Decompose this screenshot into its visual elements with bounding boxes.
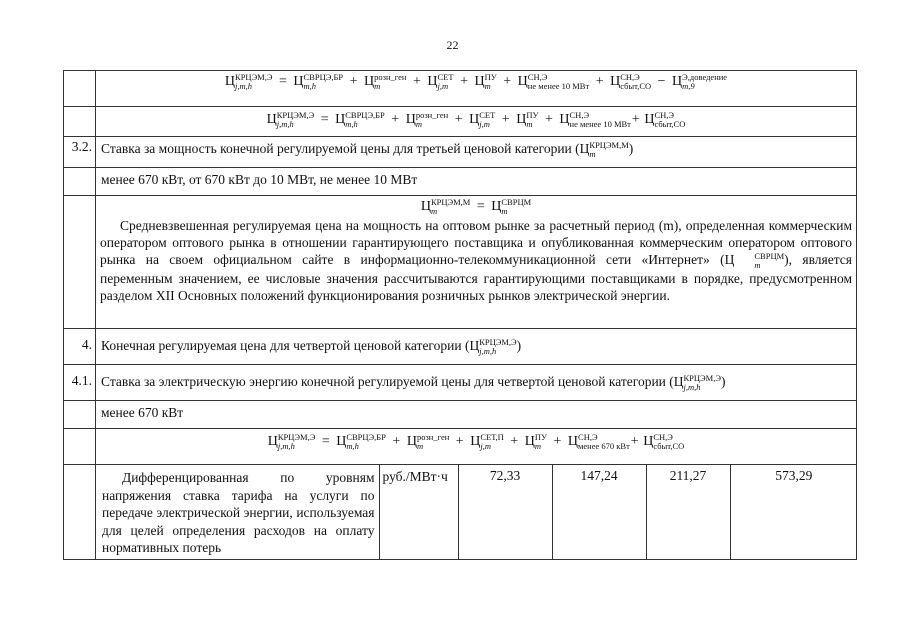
tariff-value-2: 147,24 bbox=[552, 465, 646, 559]
section-title: Ставка за мощность конечной регулируемой цены для третьей ценовой категории (Ц КРЦЭМ,М m ) bbox=[96, 137, 857, 168]
section-number: 4. bbox=[64, 329, 96, 365]
formula-full: Ц КРЦЭМ,Э j,m,h = Ц СВРЦЭ,БР m,h + Ц розн_ген m + Ц СЕТ j,m + Ц ПУ m + Ц СН,Э не менее 10 МВт + Ц СН,Э сбыт,СО − Ц Э,доведение m,9 bbox=[96, 71, 857, 107]
tariff-value-4: 573,29 bbox=[775, 468, 813, 483]
section-3-2-row bbox=[64, 137, 857, 168]
formula-row-4-1 bbox=[64, 429, 857, 465]
section-number: 3.2. bbox=[64, 137, 96, 168]
voltage-range: менее 670 кВт bbox=[96, 401, 857, 429]
section-3-2-body bbox=[96, 196, 857, 329]
capacity-formula: Ц КРЦЭМ,М m = Ц СВРЦМ m bbox=[420, 197, 532, 216]
capacity-description: Средневзвешенная регулируемая цена на мощность на оптовом рынке за расчетный период (m), определенная коммерческим оператором оптового рынка в отношении гарантирующего поставщика и опубликованная коммерческим оператором оптового рынка на своем официальном сайте в информационно-телекоммуникационной сети «Интернет» (Ц СВРЦМ m ), является переменным значением, ее числовые значения рассчитываются гарантирующими поставщиками в порядке, предусмотренном разделом XII Основных положений функционирования розничных рынков электрической энергии. bbox=[100, 218, 852, 303]
section-3-2-body-row bbox=[64, 196, 857, 329]
tariff-document-table bbox=[63, 70, 857, 560]
formula-short: Ц КРЦЭМ,Э j,m,h = Ц СВРЦЭ,БР m,h + Ц розн_ген m + Ц СЕТ j,m + Ц ПУ m + Ц СН,Э не менее 10 МВт + Ц СН,Э сбыт,СО bbox=[96, 107, 857, 137]
formula-row-full bbox=[64, 71, 857, 107]
voltage-range: менее 670 кВт, от 670 кВт до 10 МВт, не менее 10 МВт bbox=[96, 168, 857, 196]
section-title: Ставка за электрическую энергию конечной регулируемой цены для четвертой ценовой категории (Ц КРЦЭМ,Э j,m,h ) bbox=[96, 365, 857, 401]
section-3-2-range-row bbox=[64, 168, 857, 196]
tariff-unit: руб./МВт·ч bbox=[379, 465, 458, 559]
section-4-row bbox=[64, 329, 857, 365]
page-number: 22 bbox=[446, 38, 459, 52]
tariff-value-1: 72,33 bbox=[458, 465, 552, 559]
tariff-values-table bbox=[96, 465, 857, 559]
formula-4-1: Ц КРЦЭМ,Э j,m,h = Ц СВРЦЭ,БР m,h + Ц розн_ген m + Ц СЕТ,П j,m + Ц ПУ m + Ц СН,Э менее 670 кВт + Ц СН,Э сбыт,СО bbox=[96, 429, 857, 465]
section-number: 4.1. bbox=[64, 365, 96, 401]
section-4-1-range-row bbox=[64, 401, 857, 429]
formula-row-short bbox=[64, 107, 857, 137]
tariff-value-3: 211,27 bbox=[646, 465, 730, 559]
section-4-1-row bbox=[64, 365, 857, 401]
tariff-description: Дифференцированная по уровням напряжения ставка тарифа на услуги по передаче электрической энергии, используемая для целей определения расходов на оплату нормативных потерь bbox=[96, 465, 379, 559]
section-title: Конечная регулируемая цена для четвертой ценовой категории (Ц КРЦЭМ,Э j,m,h ) bbox=[96, 329, 857, 365]
tariff-row bbox=[64, 465, 857, 560]
